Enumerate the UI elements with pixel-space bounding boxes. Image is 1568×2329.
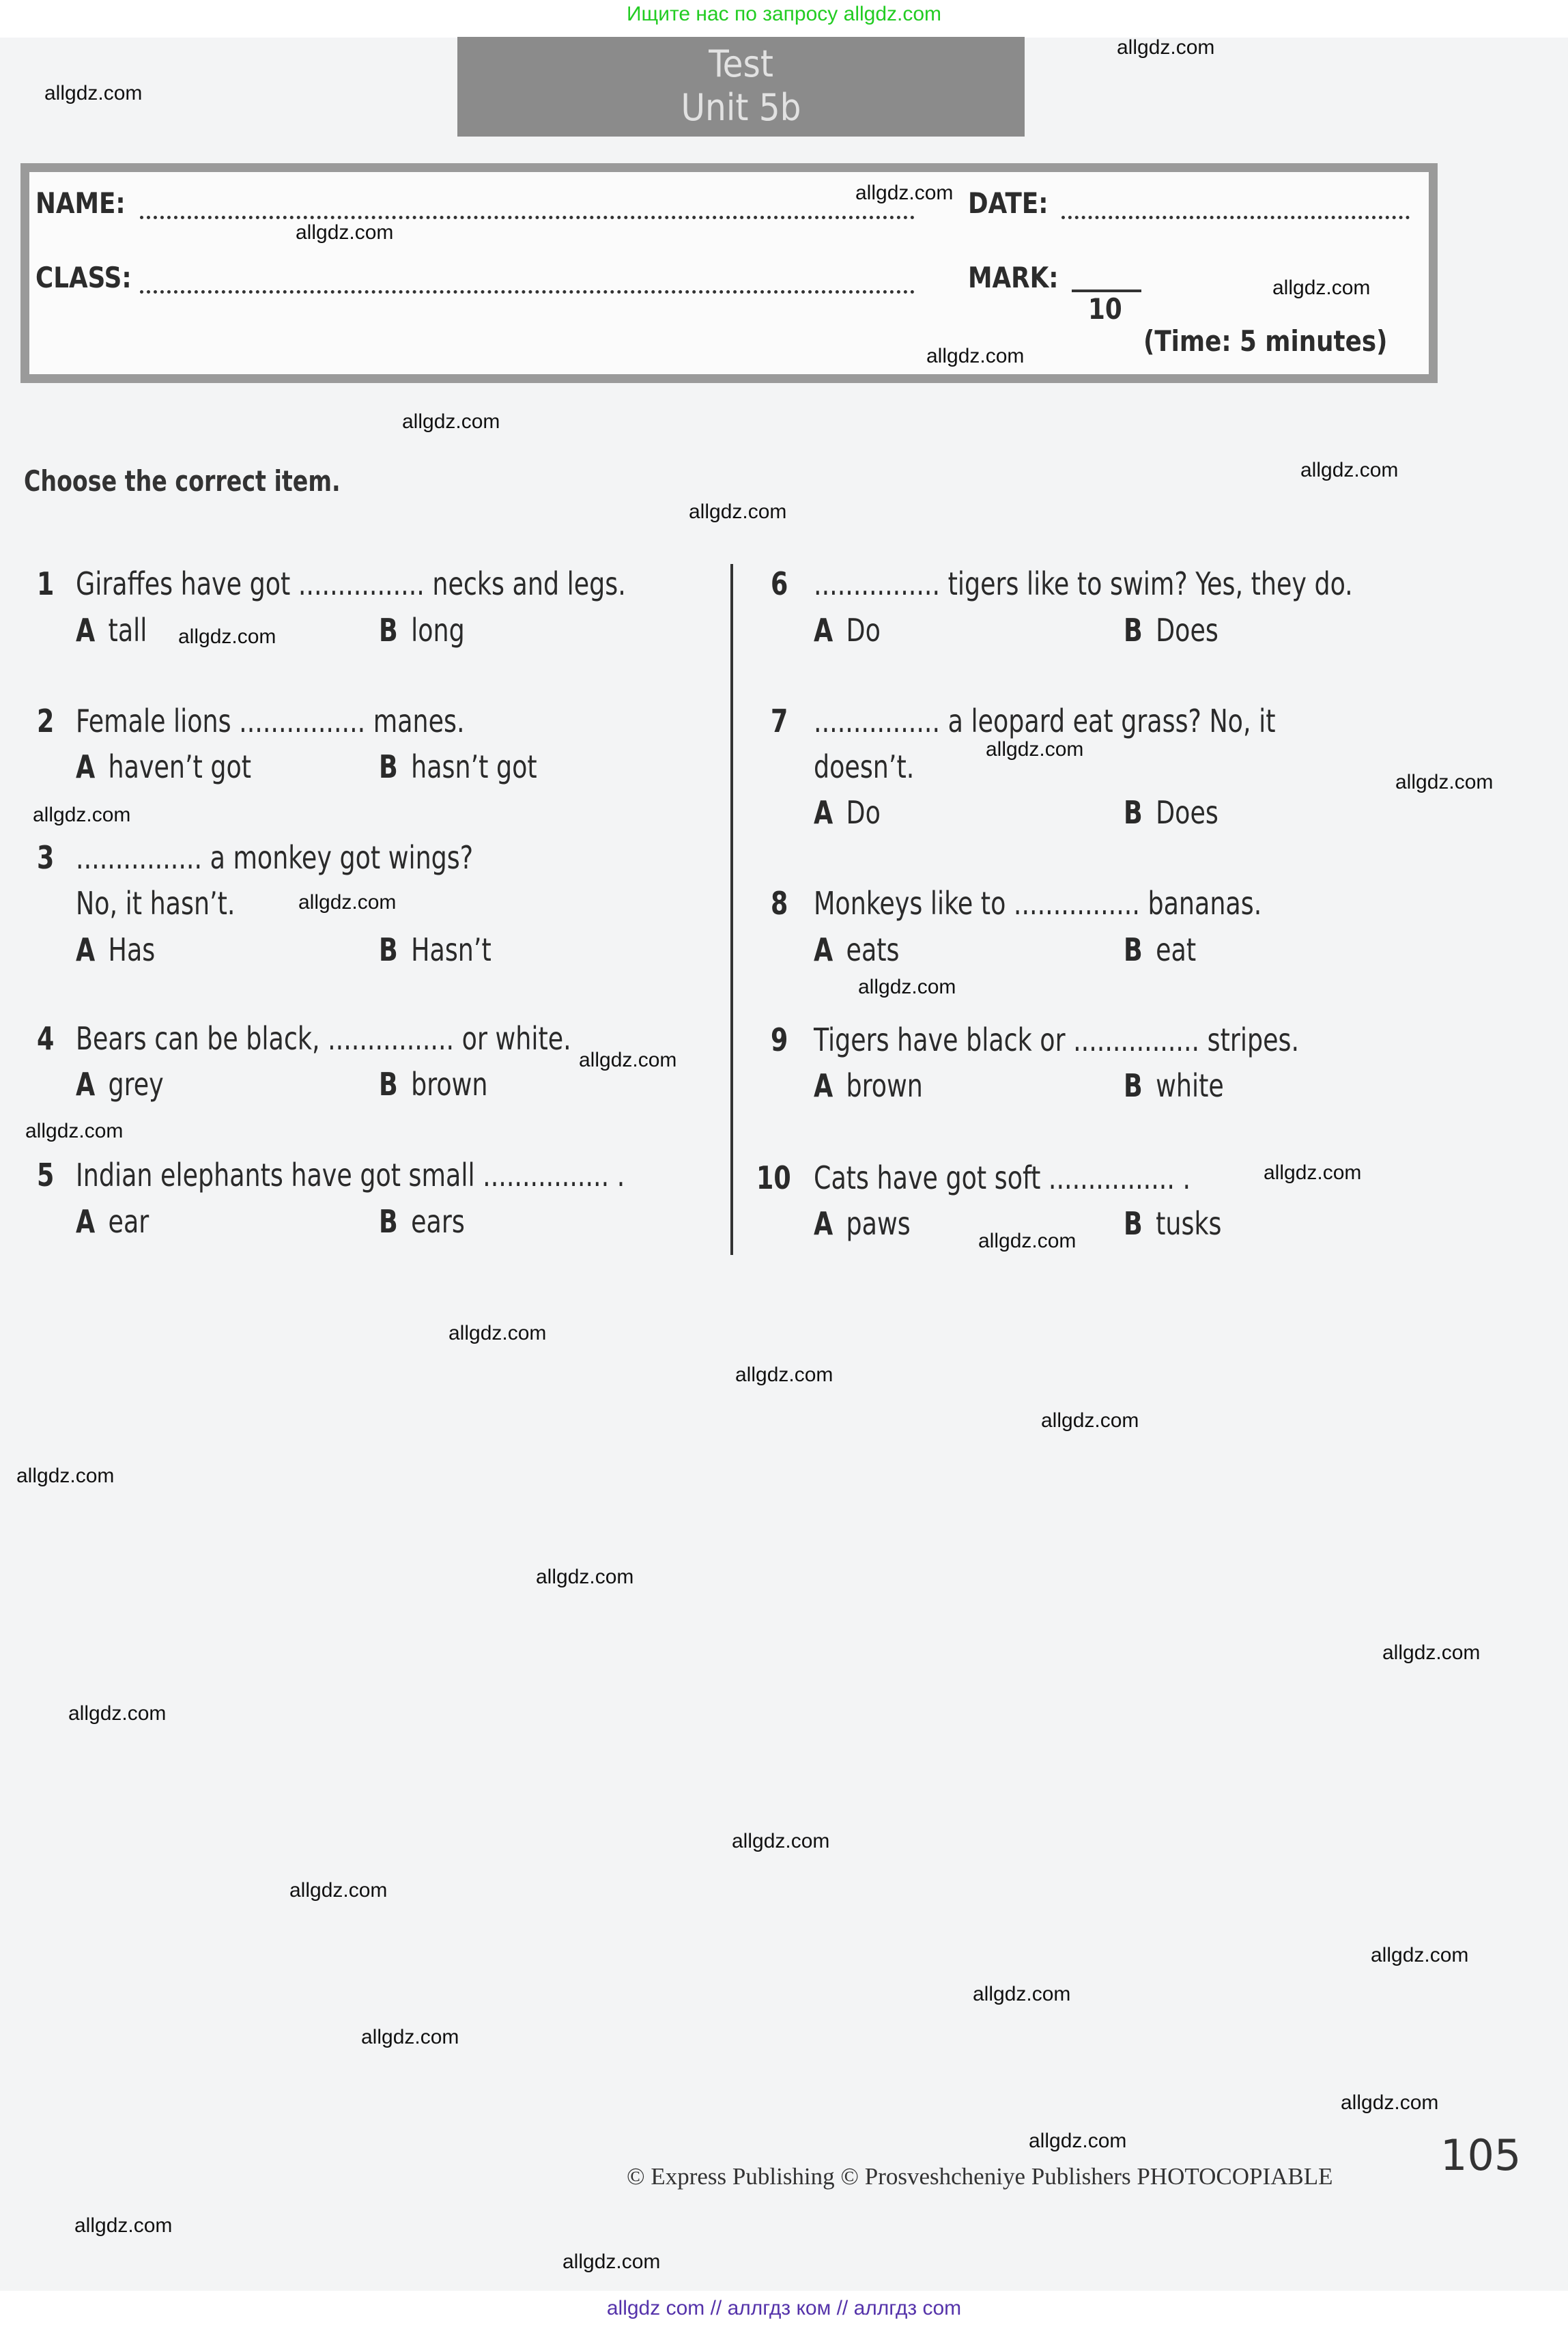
title-test: Test — [709, 42, 773, 85]
site-banner[interactable]: Ищите нас по запросу allgdz.com — [626, 3, 942, 25]
watermark: allgdz.com — [74, 2214, 173, 2237]
option-letter: B — [1124, 794, 1143, 831]
question-number: 4 — [37, 1020, 55, 1057]
option-a[interactable] — [814, 1205, 911, 1242]
question-text: ................ a monkey got wings? — [76, 839, 474, 876]
watermark: allgdz.com — [1341, 2091, 1439, 2114]
question-number: 3 — [37, 839, 55, 876]
option-b[interactable] — [379, 1066, 487, 1103]
option-letter: B — [1124, 1205, 1143, 1242]
option-letter: A — [76, 931, 96, 968]
option-letter: A — [814, 931, 833, 968]
watermark: allgdz.com — [562, 2250, 661, 2273]
copyright-notice: © Express Publishing © Prosveshcheniye Publishers PHOTOCOPIABLE — [627, 2163, 1333, 2190]
option-text: Does — [1156, 612, 1218, 649]
option-text: brown — [846, 1067, 923, 1104]
option-letter: A — [814, 1067, 833, 1104]
option-letter: A — [76, 1066, 96, 1103]
name-label: NAME: — [35, 186, 126, 220]
option-letter: A — [76, 748, 96, 785]
question-number: 1 — [37, 565, 55, 602]
class-label: CLASS: — [35, 261, 132, 294]
option-a[interactable] — [814, 794, 881, 831]
question-number: 8 — [771, 885, 788, 922]
option-b[interactable] — [1124, 612, 1218, 649]
watermark: allgdz.com — [1395, 771, 1494, 793]
option-a[interactable] — [814, 1067, 923, 1104]
option-text: white — [1156, 1067, 1224, 1104]
watermark: allgdz.com — [1272, 277, 1371, 299]
watermark: allgdz.com — [402, 410, 500, 433]
option-letter: A — [76, 1203, 96, 1240]
option-text: Has — [108, 931, 156, 968]
option-b[interactable] — [1124, 794, 1218, 831]
option-b[interactable] — [379, 1203, 465, 1240]
watermark: allgdz.com — [1029, 2130, 1127, 2152]
option-letter: B — [379, 1203, 398, 1240]
option-text: brown — [411, 1066, 488, 1103]
watermark: allgdz.com — [448, 1322, 547, 1344]
option-text: hasn’t got — [411, 748, 537, 785]
option-b[interactable] — [1124, 931, 1196, 968]
option-text: haven’t got — [108, 748, 252, 785]
date-label: DATE: — [968, 186, 1049, 220]
question-text: doesn’t. — [814, 748, 915, 785]
watermark: allgdz.com — [926, 345, 1025, 367]
option-a[interactable] — [76, 748, 251, 785]
option-text: Does — [1156, 794, 1218, 831]
option-letter: B — [379, 931, 398, 968]
question-number: 9 — [771, 1021, 788, 1058]
watermark: allgdz.com — [1300, 459, 1399, 481]
question-text: Tigers have black or ................ stripes. — [814, 1021, 1300, 1058]
watermark: allgdz.com — [732, 1830, 830, 1852]
watermark: allgdz.com — [25, 1120, 124, 1142]
watermark: allgdz.com — [973, 1983, 1071, 2005]
title-unit: Unit 5b — [681, 86, 801, 129]
option-text: Do — [846, 794, 881, 831]
watermark: allgdz.com — [1117, 36, 1215, 59]
watermark: allgdz.com — [689, 500, 787, 523]
question-number: 7 — [771, 703, 788, 739]
watermark: allgdz.com — [298, 891, 397, 914]
question-text: Indian elephants have got small ................ . — [76, 1157, 625, 1194]
option-text: ear — [108, 1203, 149, 1240]
option-a[interactable] — [76, 1066, 164, 1103]
option-letter: A — [76, 612, 96, 649]
option-letter: B — [379, 748, 398, 785]
watermark: allgdz.com — [68, 1702, 167, 1725]
question-text: ................ tigers like to swim? Yes, they do. — [814, 565, 1353, 602]
option-text: long — [411, 612, 465, 649]
watermark: allgdz.com — [986, 738, 1084, 761]
option-a[interactable] — [76, 612, 147, 649]
question-number: 10 — [756, 1159, 791, 1196]
watermark: allgdz.com — [536, 1566, 634, 1588]
option-b[interactable] — [379, 931, 491, 968]
option-a[interactable] — [814, 931, 900, 968]
option-b[interactable] — [379, 612, 465, 649]
option-text: Do — [846, 612, 881, 649]
watermark: allgdz.com — [1041, 1409, 1139, 1432]
option-text: grey — [108, 1066, 164, 1103]
date-field[interactable] — [1061, 216, 1410, 219]
question-text: Bears can be black, ................ or white. — [76, 1020, 571, 1057]
watermark: allgdz.com — [858, 976, 956, 998]
question-number: 5 — [37, 1157, 55, 1194]
option-a[interactable] — [76, 1203, 149, 1240]
option-text: Hasn’t — [411, 931, 491, 968]
column-divider — [730, 564, 733, 1255]
option-a[interactable] — [76, 931, 155, 968]
option-b[interactable] — [379, 748, 537, 785]
option-text: paws — [846, 1205, 911, 1242]
watermark: allgdz.com — [178, 625, 276, 648]
watermark: allgdz.com — [296, 221, 394, 244]
watermark: allgdz.com — [735, 1364, 833, 1386]
option-letter: B — [379, 1066, 398, 1103]
name-field[interactable] — [140, 216, 915, 219]
class-field[interactable] — [140, 290, 915, 294]
option-letter: B — [1124, 931, 1143, 968]
watermark: allgdz.com — [579, 1049, 677, 1071]
watermark: allgdz.com — [44, 82, 143, 104]
option-a[interactable] — [814, 612, 881, 649]
option-text: eats — [846, 931, 900, 968]
question-text: Cats have got soft ................ . — [814, 1159, 1191, 1196]
option-b[interactable] — [1124, 1067, 1224, 1104]
option-b[interactable] — [1124, 1205, 1222, 1242]
option-text: ears — [411, 1203, 465, 1240]
watermark: allgdz.com — [855, 182, 954, 204]
option-letter: A — [814, 1205, 833, 1242]
question-text: No, it hasn’t. — [76, 885, 236, 922]
time-limit: (Time: 5 minutes) — [1143, 324, 1388, 358]
title-box — [457, 37, 1025, 137]
option-letter: A — [814, 794, 833, 831]
question-text: Monkeys like to ................ bananas. — [814, 885, 1262, 922]
instruction: Choose the correct item. — [24, 464, 341, 498]
watermark: allgdz.com — [1382, 1641, 1481, 1664]
question-text: ................ a leopard eat grass? No, it — [814, 703, 1276, 739]
mark-total: 10 — [1088, 292, 1122, 326]
watermark: allgdz.com — [1264, 1161, 1362, 1184]
question-number: 6 — [771, 565, 788, 602]
mark-label: MARK: — [968, 261, 1059, 294]
watermark: allgdz.com — [33, 804, 131, 826]
question-number: 2 — [37, 703, 55, 739]
option-letter: A — [814, 612, 833, 649]
watermark: allgdz.com — [978, 1230, 1077, 1252]
option-text: tusks — [1156, 1205, 1222, 1242]
bottom-links[interactable]: allgdz com // аллгдз ком // аллгдз com — [606, 2297, 962, 2319]
watermark: allgdz.com — [16, 1465, 115, 1487]
option-text: eat — [1156, 931, 1197, 968]
watermark: allgdz.com — [289, 1879, 388, 1902]
watermark: allgdz.com — [361, 2026, 459, 2048]
option-text: tall — [108, 612, 147, 649]
question-text: Giraffes have got ................ necks and legs. — [76, 565, 626, 602]
page-number: 105 — [1440, 2130, 1522, 2180]
watermark: allgdz.com — [1371, 1944, 1469, 1966]
option-letter: B — [1124, 612, 1143, 649]
question-text: Female lions ................ manes. — [76, 703, 465, 739]
option-letter: B — [379, 612, 398, 649]
option-letter: B — [1124, 1067, 1143, 1104]
